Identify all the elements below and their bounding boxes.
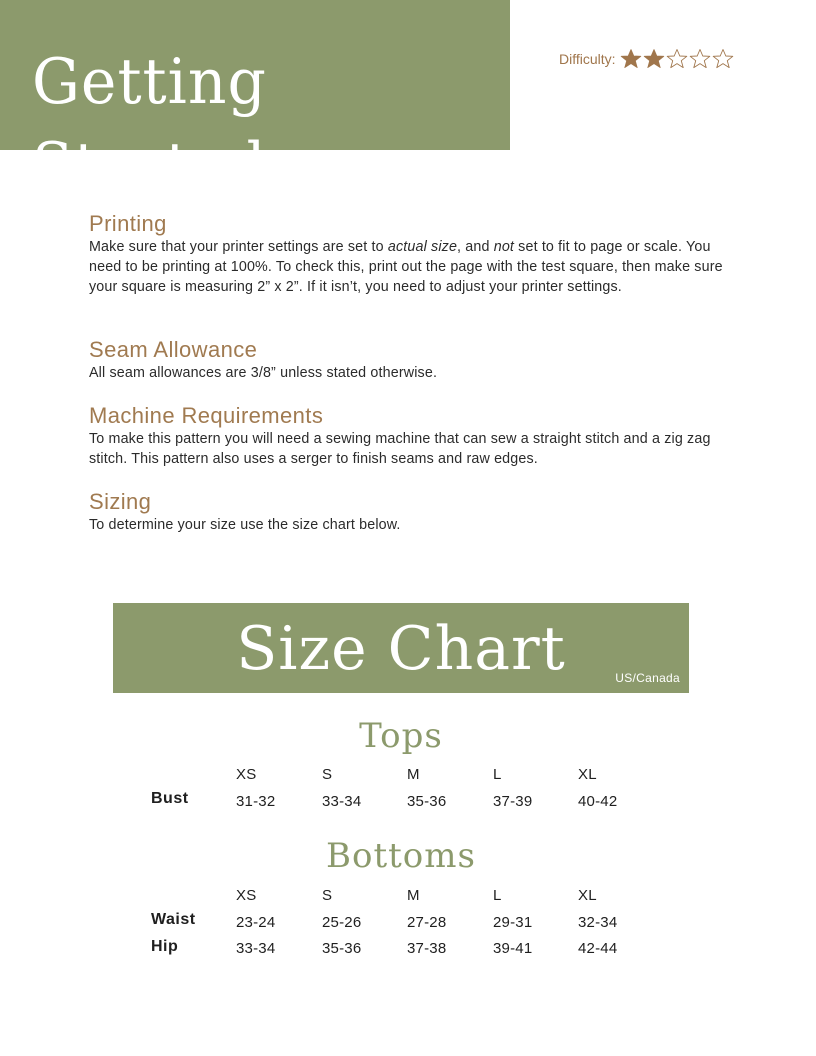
bust-value: 31-32 bbox=[236, 793, 276, 810]
star-outline-icon bbox=[689, 48, 711, 70]
hip-value: 33-34 bbox=[236, 940, 276, 957]
bust-label: Bust bbox=[151, 790, 189, 807]
bust-value: 33-34 bbox=[322, 793, 362, 810]
bust-value: 37-39 bbox=[493, 793, 533, 810]
waist-value: 23-24 bbox=[236, 914, 276, 931]
size-chart-title: Size Chart bbox=[236, 614, 566, 684]
tops-size-header: XL bbox=[578, 766, 597, 783]
printing-heading: Printing bbox=[89, 211, 167, 236]
waist-value: 32-34 bbox=[578, 914, 618, 931]
size-chart-banner bbox=[113, 603, 689, 693]
waist-value: 27-28 bbox=[407, 914, 447, 931]
emphasis-actual-size: actual size bbox=[387, 239, 458, 255]
bottoms-size-header: L bbox=[493, 887, 502, 904]
seam-allowance-body: All seam allowances are 3/8” unless stated otherwise. bbox=[89, 365, 438, 381]
bottoms-size-header: S bbox=[322, 887, 333, 904]
bottoms-size-header: M bbox=[407, 887, 420, 904]
bottoms-size-header: XS bbox=[236, 887, 257, 904]
emphasis-not: not bbox=[493, 239, 515, 255]
tops-size-header: L bbox=[493, 766, 502, 783]
difficulty-rating bbox=[559, 48, 734, 70]
header-band bbox=[0, 0, 510, 203]
page-title: Getting Started bbox=[32, 45, 267, 203]
sizing-heading: Sizing bbox=[89, 489, 152, 514]
difficulty-label: Difficulty: bbox=[559, 51, 616, 67]
bust-value: 40-42 bbox=[578, 793, 618, 810]
section-printing bbox=[89, 211, 739, 297]
waist-value: 25-26 bbox=[322, 914, 362, 931]
star-filled-icon bbox=[620, 48, 642, 70]
region-label: US/Canada bbox=[615, 671, 680, 685]
section-sizing bbox=[89, 489, 739, 535]
hip-value: 35-36 bbox=[322, 940, 362, 957]
seam-allowance-heading: Seam Allowance bbox=[89, 337, 258, 362]
bust-value: 35-36 bbox=[407, 793, 447, 810]
sizing-body: To determine your size use the size chart below. bbox=[89, 517, 401, 533]
waist-label: Waist bbox=[151, 911, 196, 928]
section-machine-requirements bbox=[89, 403, 739, 469]
tops-size-header: S bbox=[322, 766, 333, 783]
star-outline-icon bbox=[712, 48, 734, 70]
machine-requirements-heading: Machine Requirements bbox=[89, 403, 324, 428]
hip-value: 39-41 bbox=[493, 940, 533, 957]
bottoms-title: Bottoms bbox=[326, 836, 476, 876]
tops-size-header: M bbox=[407, 766, 420, 783]
star-rating bbox=[620, 48, 734, 70]
printing-body: Make sure that your printer settings are set to actual size, and not set to fit to page or scale. You need to be printing at 100%. To check this, print out the page with the test square, then make sure your square is measuring 2” x 2”. If it isn’t, you need to adjust your printer settings. bbox=[89, 239, 723, 295]
hip-value: 42-44 bbox=[578, 940, 618, 957]
waist-value: 29-31 bbox=[493, 914, 533, 931]
section-seam-allowance bbox=[89, 337, 739, 383]
hip-value: 37-38 bbox=[407, 940, 447, 957]
machine-requirements-body: To make this pattern you will need a sewing machine that can sew a straight stitch and a zig zag stitch. This pattern also uses a serger to finish seams and raw edges. bbox=[89, 431, 711, 467]
star-outline-icon bbox=[666, 48, 688, 70]
tops-size-header: XS bbox=[236, 766, 257, 783]
tops-title: Tops bbox=[359, 716, 443, 756]
star-filled-icon bbox=[643, 48, 665, 70]
bottoms-size-header: XL bbox=[578, 887, 597, 904]
hip-label: Hip bbox=[151, 938, 179, 955]
